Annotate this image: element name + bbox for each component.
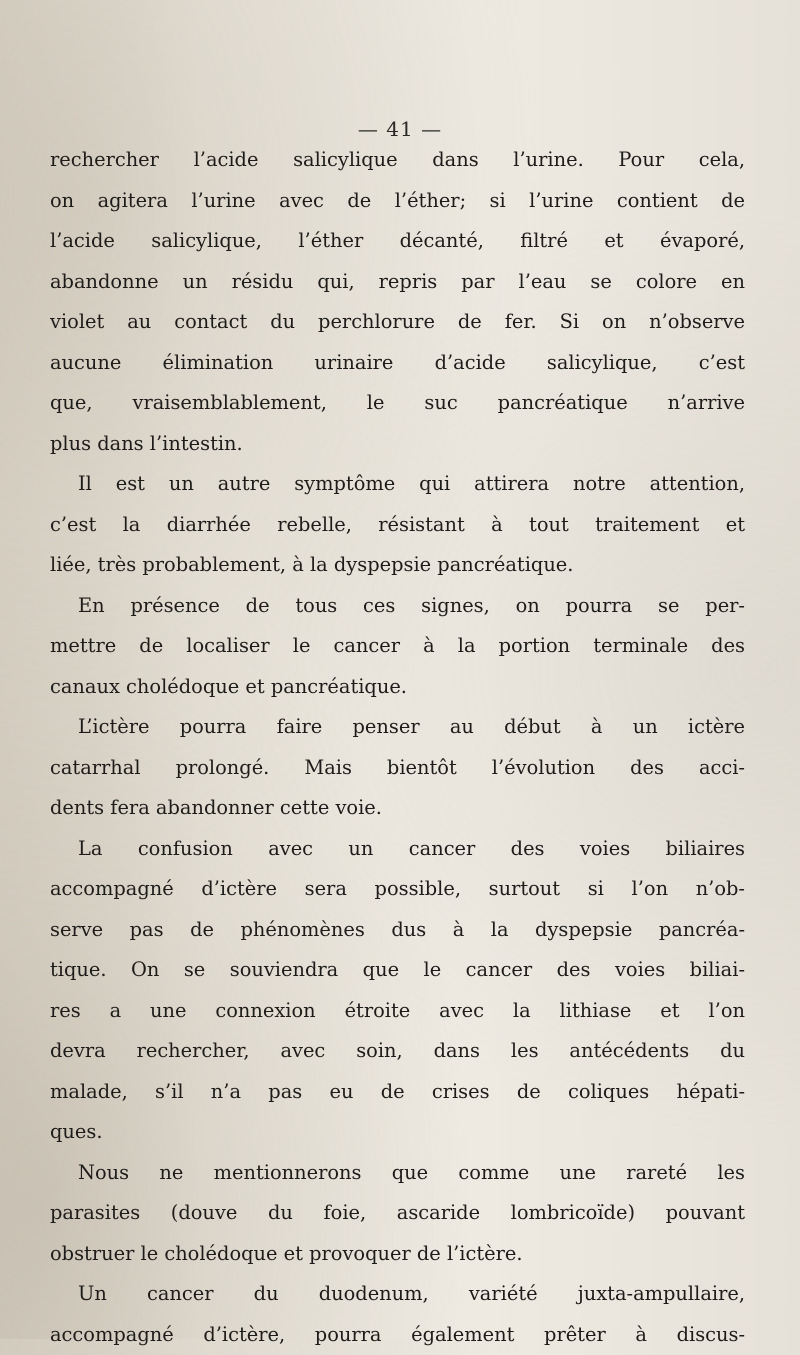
text-line: accompagné d’ictère sera possible, surtout si l’on n’ob- [50, 869, 745, 910]
text-line: malade, s’il n’a pas eu de crises de coliques hépati- [50, 1072, 745, 1113]
text-line: res a une connexion étroite avec la lithiase et l’on [50, 991, 745, 1032]
text-line: tique. On se souviendra que le cancer des voies biliai- [50, 950, 745, 991]
text-line: violet au contact du perchlorure de fer. Si on n’observe [50, 302, 745, 343]
text-line: que, vraisemblablement, le suc pancréatique n’arrive [50, 383, 745, 424]
text-line: dents fera abandonner cette voie. [50, 788, 745, 829]
text-line: abandonne un résidu qui, repris par l’eau se colore en [50, 262, 745, 303]
text-line: La confusion avec un cancer des voies biliaires [50, 829, 745, 870]
text-line: L’ictère pourra faire penser au début à un ictère [50, 707, 745, 748]
text-line: plus dans l’intestin. [50, 424, 745, 465]
text-line: serve pas de phénomènes dus à la dyspepsie pancréa- [50, 910, 745, 951]
text-line: Il est un autre symptôme qui attirera notre attention, [50, 464, 745, 505]
text-line: mettre de localiser le cancer à la portion terminale des [50, 626, 745, 667]
text-line: on agitera l’urine avec de l’éther; si l’urine contient de [50, 181, 745, 222]
text-line: ques. [50, 1112, 745, 1153]
text-line: parasites (douve du foie, ascaride lombricoïde) pouvant [50, 1193, 745, 1234]
body-text [50, 140, 745, 1355]
text-line: l’acide salicylique, l’éther décanté, filtré et évaporé, [50, 221, 745, 262]
text-line: canaux cholédoque et pancréatique. [50, 667, 745, 708]
text-line: rechercher l’acide salicylique dans l’urine. Pour cela, [50, 140, 745, 181]
text-line: catarrhal prolongé. Mais bientôt l’évolution des acci- [50, 748, 745, 789]
text-line: accompagné d’ictère, pourra également prêter à discus- [50, 1315, 745, 1355]
text-line: En présence de tous ces signes, on pourra se per- [50, 586, 745, 627]
text-line: obstruer le cholédoque et provoquer de l’ictère. [50, 1234, 745, 1275]
text-line: c’est la diarrhée rebelle, résistant à tout traitement et [50, 505, 745, 546]
text-line: liée, très probablement, à la dyspepsie pancréatique. [50, 545, 745, 586]
text-line: aucune élimination urinaire d’acide salicylique, c’est [50, 343, 745, 384]
text-line: devra rechercher, avec soin, dans les antécédents du [50, 1031, 745, 1072]
text-line: Un cancer du duodenum, variété juxta-ampullaire, [50, 1274, 745, 1315]
text-line: Nous ne mentionnerons que comme une rareté les [50, 1153, 745, 1194]
page-number: — 41 — [0, 117, 800, 141]
